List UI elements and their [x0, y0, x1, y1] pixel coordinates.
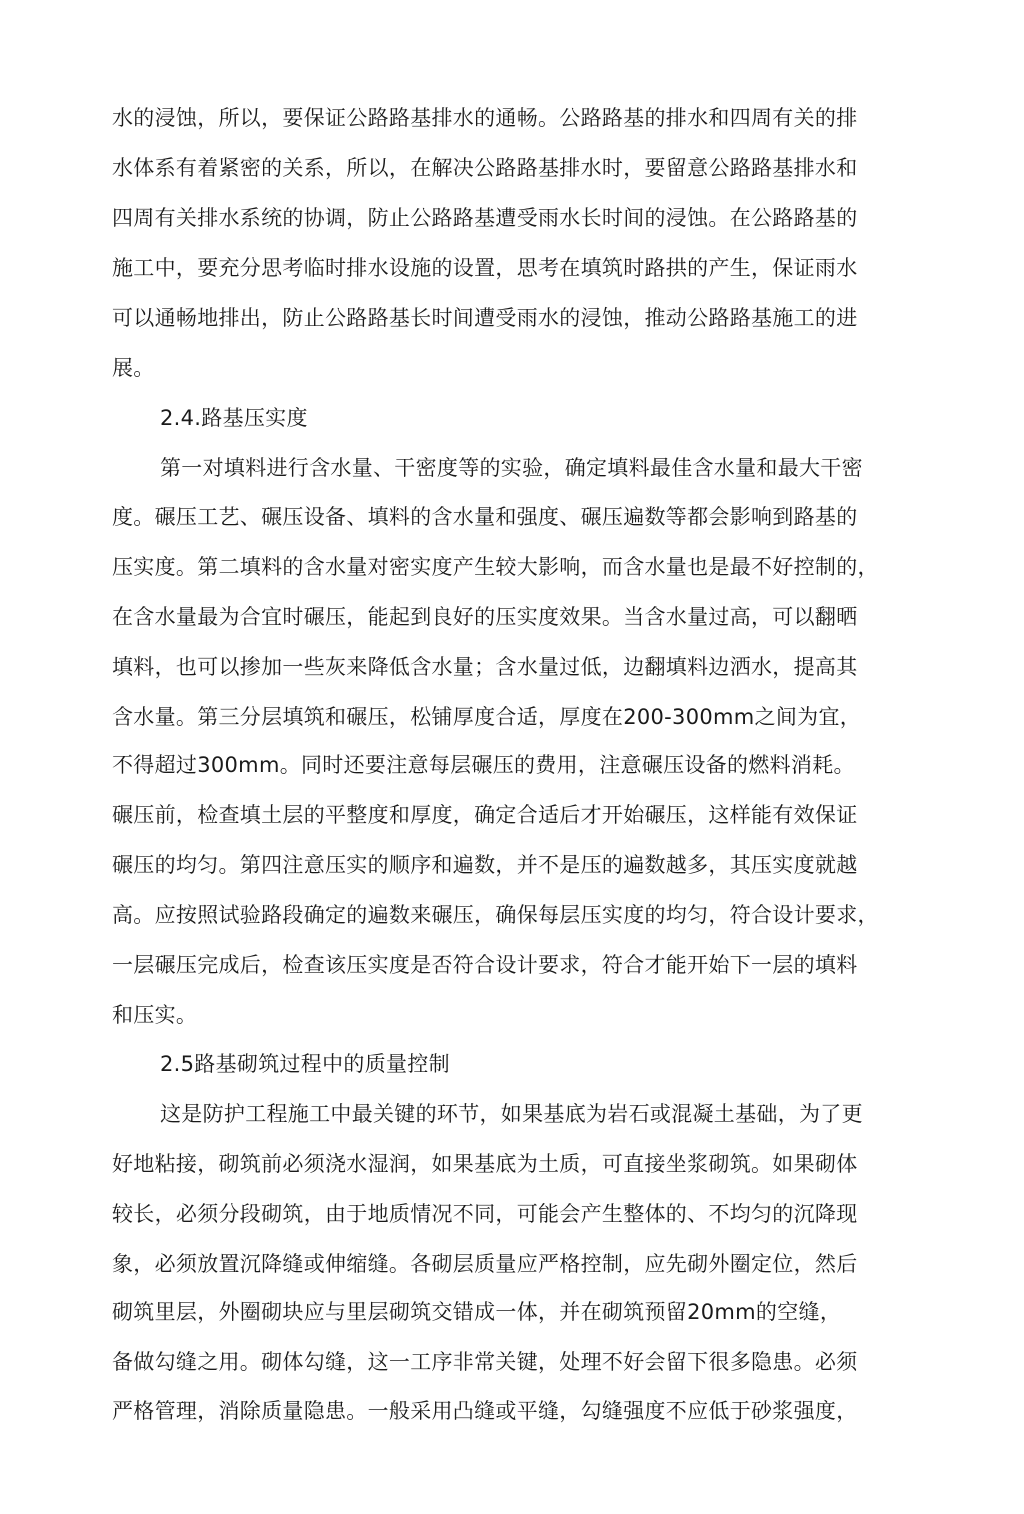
- text-line: 水体系有着紧密的关系，所以，在解决公路路基排水时，要留意公路路基排水和: [112, 156, 858, 180]
- text-line: 第一对填料进行含水量、干密度等的实验，确定填料最佳含水量和最大干密: [160, 456, 863, 480]
- section-heading: 2.5路基砌筑过程中的质量控制: [160, 1052, 450, 1076]
- text-line: 备做勾缝之用。砌体勾缝，这一工序非常关键，处理不好会留下很多隐患。必须: [112, 1350, 858, 1374]
- text-line: 严格管理，消除质量隐患。一般采用凸缝或平缝，勾缝强度不应低于砂浆强度，: [112, 1399, 858, 1423]
- text-line: 高。应按照试验路段确定的遍数来碾压，确保每层压实度的均匀，符合设计要求，: [112, 903, 879, 927]
- text-line: 不得超过300mm。同时还要注意每层碾压的费用，注意碾压设备的燃料消耗。: [112, 753, 855, 777]
- text-line: 水的浸蚀，所以，要保证公路路基排水的通畅。公路路基的排水和四周有关的排: [112, 106, 858, 130]
- text-line: 度。碾压工艺、碾压设备、填料的含水量和强度、碾压遍数等都会影响到路基的: [112, 505, 858, 529]
- text-line: 好地粘接，砌筑前必须浇水湿润，如果基底为土质，可直接坐浆砌筑。如果砌体: [112, 1152, 858, 1176]
- text-line: 这是防护工程施工中最关键的环节，如果基底为岩石或混凝土基础，为了更: [160, 1102, 863, 1126]
- text-line: 含水量。第三分层填筑和碾压，松铺厚度合适，厚度在200-300mm之间为宜，: [112, 705, 862, 729]
- text-line: 和压实。: [112, 1003, 198, 1027]
- text-line: 在含水量最为合宜时碾压，能起到良好的压实度效果。当含水量过高，可以翻晒: [112, 605, 858, 629]
- text-line: 压实度。第二填料的含水量对密实度产生较大影响，而含水量也是最不好控制的，: [112, 555, 879, 579]
- text-line: 一层碾压完成后，检查该压实度是否符合设计要求，符合才能开始下一层的填料: [112, 953, 858, 977]
- section-heading: 2.4.路基压实度: [160, 406, 308, 430]
- text-line: 象，必须放置沉降缝或伸缩缝。各砌层质量应严格控制，应先砌外圈定位，然后: [112, 1252, 858, 1276]
- text-line: 碾压前，检查填土层的平整度和厚度，确定合适后才开始碾压，这样能有效保证: [112, 803, 858, 827]
- text-line: 砌筑里层，外圈砌块应与里层砌筑交错成一体，并在砌筑预留20mm的空缝，: [112, 1300, 842, 1324]
- text-line: 施工中，要充分思考临时排水设施的设置，思考在填筑时路拱的产生，保证雨水: [112, 256, 858, 280]
- text-line: 可以通畅地排出，防止公路路基长时间遭受雨水的浸蚀，推动公路路基施工的进: [112, 306, 858, 330]
- text-line: 四周有关排水系统的协调，防止公路路基遭受雨水长时间的浸蚀。在公路路基的: [112, 206, 858, 230]
- text-line: 碾压的均匀。第四注意压实的顺序和遍数，并不是压的遍数越多，其压实度就越: [112, 853, 858, 877]
- text-line: 填料，也可以掺加一些灰来降低含水量；含水量过低，边翻填料边洒水，提高其: [112, 655, 858, 679]
- text-line: 较长，必须分段砌筑，由于地质情况不同，可能会产生整体的、不均匀的沉降现: [112, 1202, 858, 1226]
- text-line: 展。: [112, 356, 155, 380]
